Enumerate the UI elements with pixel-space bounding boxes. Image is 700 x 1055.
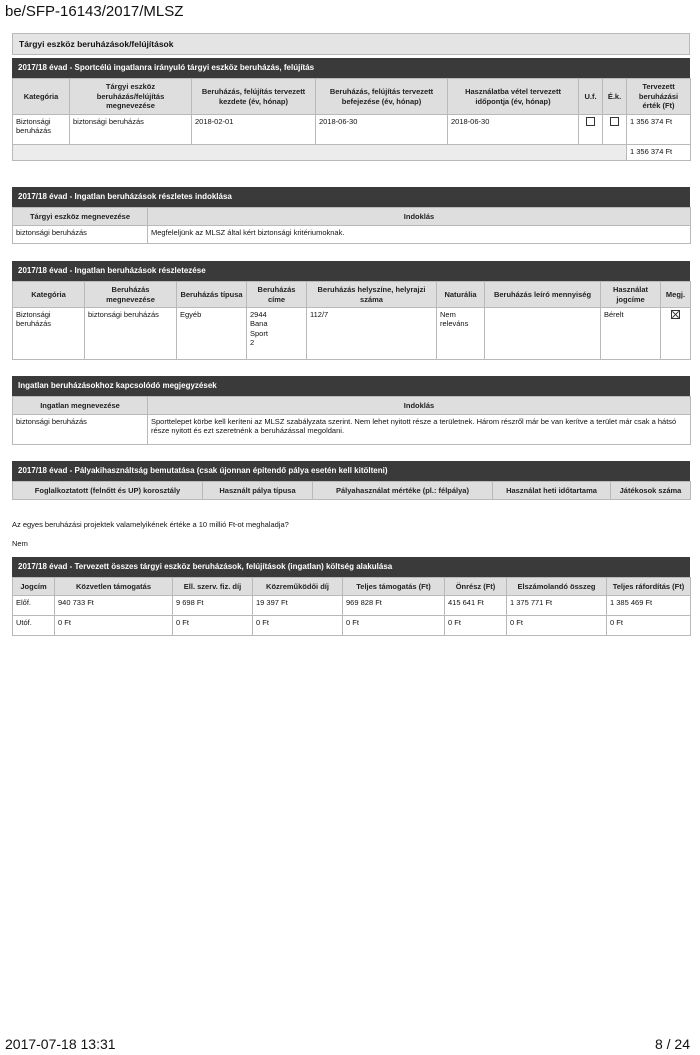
cell-reason: Megfeleljünk az MLSZ által kért biztonsági kritériumoknak. — [148, 226, 691, 244]
cell-naturalia: Nem releváns — [437, 308, 485, 360]
col-header: Használatba vétel tervezett időpontja (év, hónap) — [448, 79, 579, 115]
col-header: Beruházás megnevezése — [85, 282, 177, 308]
cell: 0 Ft — [445, 616, 507, 636]
col-header: Játékosok száma — [611, 482, 691, 500]
section-cost-breakdown — [12, 557, 690, 636]
col-header: Ingatlan megnevezése — [13, 397, 148, 415]
cell: 0 Ft — [507, 616, 607, 636]
section-property-details — [12, 261, 690, 360]
checkbox-icon — [610, 117, 619, 126]
table-row — [13, 226, 691, 244]
question-answer: Nem — [12, 539, 28, 548]
cell: Utóf. — [13, 616, 55, 636]
section-title: 2017/18 évad - Pályakihasználtság bemutatása (csak újonnan épitendő pálya esetén kell kitölteni) — [12, 461, 690, 481]
cell: 9 698 Ft — [173, 596, 253, 616]
cell-name: biztonsági beruházás — [85, 308, 177, 360]
total-row — [13, 145, 691, 161]
cell: 969 828 Ft — [343, 596, 445, 616]
col-header: Teljes ráfordítás (Ft) — [607, 578, 691, 596]
total-label-cell — [13, 145, 627, 161]
col-header: Használat jogcíme — [601, 282, 661, 308]
col-header: Indoklás — [148, 208, 691, 226]
cell: 415 641 Ft — [445, 596, 507, 616]
footer-datetime: 2017-07-18 13:31 — [5, 1036, 116, 1052]
col-header: Elszámolandó összeg — [507, 578, 607, 596]
cell: 940 733 Ft — [55, 596, 173, 616]
col-header: Beruházás, felújítás tervezett befejezése (év, hónap) — [316, 79, 448, 115]
col-header: Használt pálya típusa — [203, 482, 313, 500]
col-header: Teljes támogatás (Ft) — [343, 578, 445, 596]
cell: 1 375 771 Ft — [507, 596, 607, 616]
col-header: Közreműködői díj — [253, 578, 343, 596]
cell-category: Biztonsági beruházás — [13, 308, 85, 360]
cell: Előf. — [13, 596, 55, 616]
cell-title-use: Bérelt — [601, 308, 661, 360]
col-header: Pályahasználat mértéke (pl.: félpálya) — [313, 482, 493, 500]
section-field-usage — [12, 461, 690, 500]
section-title: Ingatlan beruházásokhoz kapcsolódó megjegyzések — [12, 376, 690, 396]
cell-start: 2018-02-01 — [192, 115, 316, 145]
cell-end: 2018-06-30 — [316, 115, 448, 145]
field-usage-table — [12, 481, 691, 500]
cell-type: Egyéb — [177, 308, 247, 360]
question-text: Az egyes beruházási projektek valamelyikének értéke a 10 millió Ft-ot meghaladja? — [12, 520, 289, 529]
col-header: Beruházás leíró mennyiség — [485, 282, 601, 308]
cell-reason: Sporttelepet körbe kell keríteni az MLSZ szabályzata szerint. Nem lehet nyitott része a területnek. Három részről már be van kerítve a terület már csak a hátsó része nyitott és ezt szeretnénk a beruházással megoldani. — [148, 415, 691, 445]
col-header: Jogcím — [13, 578, 55, 596]
col-header: Beruházás címe — [247, 282, 307, 308]
cell: 0 Ft — [607, 616, 691, 636]
cell: 0 Ft — [173, 616, 253, 636]
col-header: Beruházás, felújítás tervezett kezdete (év, hónap) — [192, 79, 316, 115]
col-header: Ell. szerv. fiz. díj — [173, 578, 253, 596]
section-title: Tárgyi eszköz beruházások/felújítások — [12, 33, 690, 55]
cell: 0 Ft — [253, 616, 343, 636]
cell-name: biztonsági beruházás — [13, 415, 148, 445]
col-header: Indoklás — [148, 397, 691, 415]
col-header: Megj. — [661, 282, 691, 308]
cell-use-date: 2018-06-30 — [448, 115, 579, 145]
section-title: 2017/18 évad - Ingatlan beruházások részletes indoklása — [12, 187, 690, 207]
col-header: Naturália — [437, 282, 485, 308]
uf-checkbox[interactable] — [579, 115, 603, 145]
col-header: Foglalkoztatott (felnőtt és UP) korosztály — [13, 482, 203, 500]
document-id: be/SFP-16143/2017/MLSZ — [5, 3, 184, 20]
table-row — [13, 616, 691, 636]
cell-address: 2944 Bana Sport 2 — [247, 308, 307, 360]
col-header: Beruházás típusa — [177, 282, 247, 308]
table-row — [13, 596, 691, 616]
justification-table — [12, 207, 691, 244]
asset-investment-table — [12, 78, 691, 161]
cell-category: Biztonsági beruházás — [13, 115, 70, 145]
section-title: 2017/18 évad - Tervezett összes tárgyi eszköz beruházások, felújítások (ingatlan) költség alakulása — [12, 557, 690, 577]
col-header: É.k. — [603, 79, 627, 115]
cell-name: biztonsági beruházás — [13, 226, 148, 244]
cell-quantity — [485, 308, 601, 360]
col-header: Tárgyi eszköz megnevezése — [13, 208, 148, 226]
note-checkbox[interactable] — [661, 308, 691, 360]
cell: 1 385 469 Ft — [607, 596, 691, 616]
col-header: Tárgyi eszköz beruházás/felújítás megnevezése — [70, 79, 192, 115]
cell-lot: 112/7 — [307, 308, 437, 360]
col-header: Használat heti időtartama — [493, 482, 611, 500]
checkbox-icon — [586, 117, 595, 126]
col-header: Tervezett beruházási érték (Ft) — [627, 79, 691, 115]
checked-box-icon — [671, 310, 680, 319]
section-remarks — [12, 376, 690, 445]
property-details-table — [12, 281, 691, 360]
section-subtitle: 2017/18 évad - Sportcélú ingatlanra irányuló tárgyi eszköz beruházás, felújítás — [12, 58, 690, 78]
cell-name: biztonsági beruházás — [70, 115, 192, 145]
table-row — [13, 115, 691, 145]
table-row — [13, 415, 691, 445]
cell: 0 Ft — [343, 616, 445, 636]
section-justification — [12, 187, 690, 244]
col-header: U.f. — [579, 79, 603, 115]
cell: 19 397 Ft — [253, 596, 343, 616]
col-header: Beruházás helyszíne, helyrajzi száma — [307, 282, 437, 308]
section-asset-investments — [12, 33, 690, 161]
ek-checkbox[interactable] — [603, 115, 627, 145]
col-header: Közvetlen támogatás — [55, 578, 173, 596]
section-title: 2017/18 évad - Ingatlan beruházások részletezése — [12, 261, 690, 281]
cost-table — [12, 577, 691, 636]
remarks-table — [12, 396, 691, 445]
cell: 0 Ft — [55, 616, 173, 636]
col-header: Kategória — [13, 79, 70, 115]
cell-total: 1 356 374 Ft — [627, 145, 691, 161]
cell-value: 1 356 374 Ft — [627, 115, 691, 145]
col-header: Kategória — [13, 282, 85, 308]
col-header: Önrész (Ft) — [445, 578, 507, 596]
footer-page-number: 8 / 24 — [654, 1036, 690, 1052]
table-row — [13, 308, 691, 360]
